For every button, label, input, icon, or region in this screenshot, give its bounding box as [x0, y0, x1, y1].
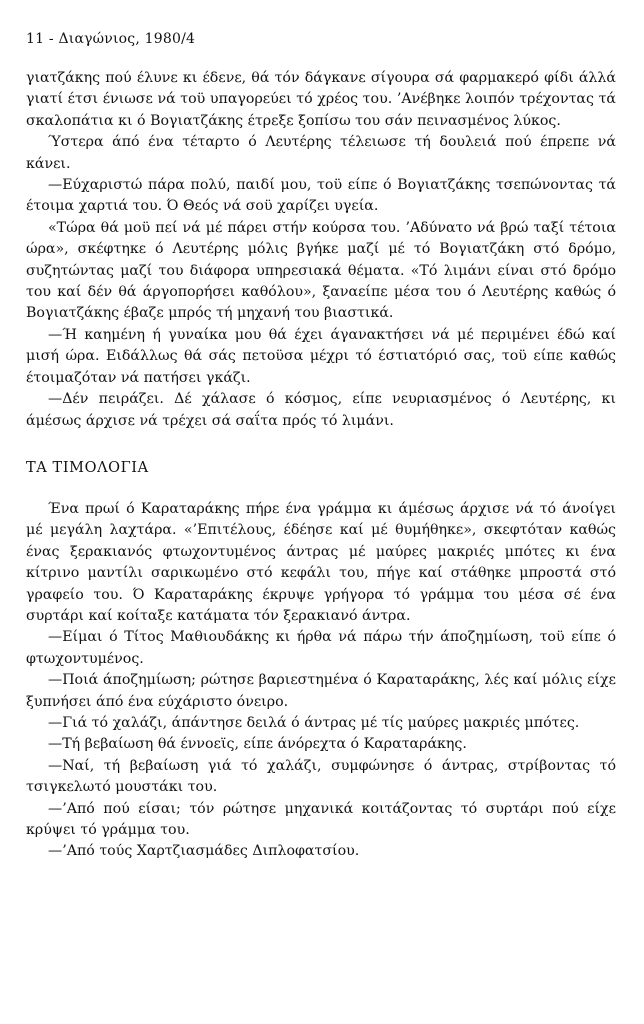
paragraph: —Είμαι ό Τίτος Μαθιουδάκης κι ήρθα νά πάρω τήν άποζημίωση, τοϋ είπε ό φτωχοντυμένος.	[26, 629, 616, 667]
paragraph: —Ναί, τή βεβαίωση γιά τό χαλάζι, συμφώνησε ό άντρας, στρίβοντας τό τσιγκελωτό μουστάκι του.	[26, 757, 616, 796]
paragraph: —Δέν πειράζει. Δέ χάλασε ό κόσμος, είπε νευριασμένος ό Λευτέρης, κι άμέσως άρχισε νά τρέχει σά σαΐτα πρός τό λιμάνι.	[26, 391, 616, 429]
paragraph: —Ποιά άποζημίωση; ρώτησε βαριεστημένα ό Καραταράκης, λές καί μόλις είχε ξυπνήσει άπό ένα εύχάριστο όνειρο.	[26, 672, 616, 710]
paragraph: —Εύχαριστώ πάρα πολύ, παιδί μου, τοϋ είπε ό Βογιατζάκης τσεπώνοντας τά έτοιμα χαρτιά του. Ό Θεός νά σοϋ χαρίζει υγεία.	[26, 177, 616, 215]
paragraph: —Τή βεβαίωση θά έννοεϊς, είπε άνόρεχτα ό Καραταράκης.	[48, 736, 467, 753]
paragraph: Ύστερα άπό ένα τέταρτο ό Λευτέρης τέλειωσε τή δουλειά πού έπρεπε νά κάνει.	[26, 134, 616, 172]
story-section	[26, 499, 616, 863]
paragraph: —’Από πού είσαι; τόν ρώτησε μηχανικά κοιτάζοντας τό συρτάρι πού είχε κρύψει τό γράμμα του.	[26, 800, 616, 838]
story-continuation	[26, 68, 616, 432]
document-page	[26, 30, 616, 863]
running-head: 11 - Διαγώνιος, 1980/4	[26, 31, 196, 47]
paragraph: γιατζάκης πού έλυνε κι έδενε, θά τόν δάγκανε σίγουρα σά φαρμακερό φίδι άλλά γιατί έτσι ένιωσε νά τοϋ υπαγορεύει τό χρέος του. ’Ανέβηκε λοιπόν τρέχοντας τά σκαλοπάτια κι ό Βογιατζάκης έτρεξε ξοπίσω του σάν πεινασμένος λύκος.	[26, 70, 616, 129]
section-title: ΤΑ ΤΙΜΟΛΟΓΙΑ	[26, 459, 149, 476]
paragraph: —Γιά τό χαλάζι, άπάντησε δειλά ό άντρας μέ τίς μαύρες μακριές μπότες.	[48, 714, 580, 731]
paragraph: «Τώρα θά μοϋ πεί νά μέ πάρει στήν κούρσα του. ’Αδύνατο νά βρώ ταξί τέτοια ώρα», σκέφτηκε ό Λευτέρης μόλις βγήκε μαζί μέ τό Βογιατζάκη στό δρόμο, συζητώντας μαζί του διάφορα υπηρεσιακά θέματα. «Τό λιμάνι είναι στό δρόμο του καί δέν θά άργοπορήσει καθόλου», ξαναείπε μέσα του ό Λευτέρης καθώς ό Βογιατζάκης έβαζε μπρός τή μηχανή του βιαστικά.	[26, 219, 616, 322]
paragraph: Ένα πρωί ό Καραταράκης πήρε ένα γράμμα κι άμέσως άρχισε νά τό άνοίγει μέ μεγάλη λαχτάρα. «’Επιτέλους, έδέησε καί μέ θυμήθηκε», σκεφτόταν καθώς ένας ξερακιανός φτωχοντυμένος άντρας μέ μαύρες μακριές μπότες κι ένα κίτρινο μαντίλι σαρικωμένο στό κεφάλι του, πήγε καί στάθηκε μπροστά στό γραφείο του. Ό Καραταράκης έκρυψε γρήγορα τό γράμμα του μέσα σέ ένα συρτάρι καί κοίταξε κατάματα τόν ξερακιανό άντρα.	[26, 500, 616, 624]
paragraph: —’Από τούς Χαρτζιασμάδες Διπλοφατσίου.	[48, 843, 360, 860]
paragraph: —Ή καημένη ή γυναίκα μου θά έχει άγανακτήσει νά μέ περιμένει έδώ καί μισή ώρα. Ειδάλλως θά σάς πετοϋσα μέχρι τό έστιατόριό σας, τοϋ είπε καθώς έτοιμαζόταν νά πατήσει γκάζι.	[26, 326, 616, 386]
